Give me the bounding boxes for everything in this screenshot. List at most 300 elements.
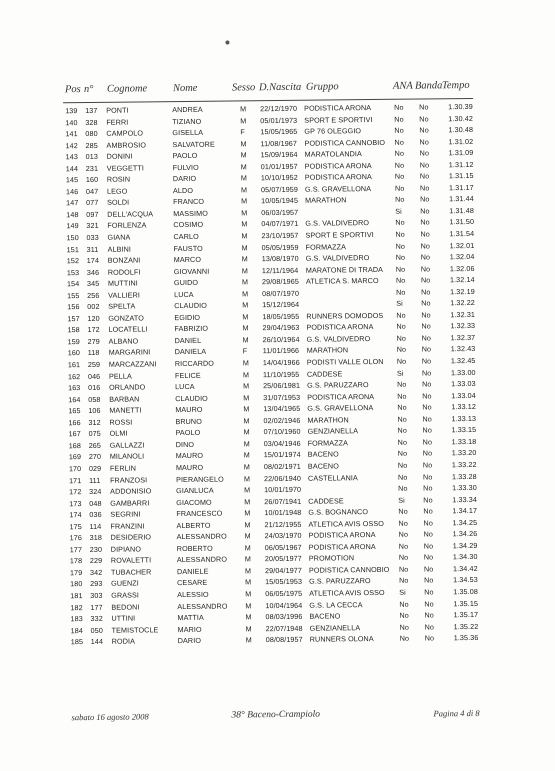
- cell-gruppo: PODISTICA ARONA: [304, 103, 372, 113]
- cell-ana: No: [395, 241, 406, 251]
- cell-pos: 162: [67, 371, 81, 381]
- cell-sesso: M: [243, 450, 250, 460]
- cell-pos: 163: [68, 383, 81, 393]
- cell-cognome: BONZANI: [107, 255, 141, 265]
- cell-nome: PAOLO: [172, 151, 198, 161]
- cell-sesso: M: [242, 358, 249, 368]
- cell-nascita: 22/12/1970: [260, 103, 298, 114]
- cell-banda: No: [421, 287, 431, 297]
- cell-sesso: M: [242, 289, 249, 299]
- cell-gruppo: SPORT E SPORTIVI: [305, 230, 374, 240]
- cell-sesso: M: [241, 265, 248, 276]
- cell-sesso: M: [243, 439, 250, 449]
- cell-n: 050: [90, 625, 103, 635]
- cell-cognome: CAMPOLO: [106, 128, 144, 138]
- cell-banda: No: [423, 518, 433, 528]
- cell-pos: 147: [66, 198, 79, 208]
- cell-nascita: 06/03/1957: [261, 207, 299, 218]
- footer-date: sabato 16 agosto 2008: [71, 711, 149, 723]
- cell-pos: 166: [68, 417, 81, 427]
- cell-nome: BRUNO: [175, 416, 202, 426]
- cell-pos: 182: [70, 602, 83, 612]
- footer-event: 38° Baceno-Crampiolo: [231, 709, 321, 721]
- cell-nascita: 11/10/1955: [262, 369, 300, 379]
- cell-cognome: FORLENZA: [107, 220, 147, 231]
- cell-pos: 184: [70, 625, 83, 635]
- cell-tempo: 1.31.54: [449, 228, 475, 239]
- cell-tempo: 1.34.25: [452, 517, 478, 527]
- cell-nome: GISELLA: [172, 127, 204, 138]
- cell-tempo: 1.32.31: [450, 309, 476, 320]
- cell-nascita: 31/07/1953: [263, 392, 301, 402]
- cell-pos: 161: [67, 360, 81, 370]
- cell-pos: 143: [65, 152, 78, 162]
- cell-cognome: PONTI: [106, 105, 129, 115]
- cell-ana: No: [394, 171, 405, 182]
- cell-nome: MARIO: [177, 624, 202, 634]
- cell-nome: DARIO: [177, 635, 202, 646]
- cell-gruppo: GENZIANELLA: [309, 622, 361, 633]
- cell-cognome: LEGO: [106, 186, 128, 196]
- cell-sesso: M: [244, 566, 252, 576]
- cell-nascita: 23/10/1957: [261, 230, 299, 241]
- cell-ana: No: [396, 322, 406, 332]
- cell-gruppo: ATLETICA AVIS OSSO: [309, 587, 385, 598]
- cell-sesso: M: [240, 185, 248, 195]
- cell-sesso: M: [242, 323, 249, 333]
- cell-n: 047: [85, 186, 99, 196]
- cell-nome: ALESSANDRO: [176, 554, 228, 565]
- cell-n: 016: [88, 383, 101, 393]
- cell-nome: DANIEL: [174, 335, 202, 346]
- cell-gruppo: BACENO: [309, 611, 341, 621]
- header-cognome: Cognome: [106, 83, 148, 95]
- cell-ana: No: [395, 264, 406, 274]
- cell-n: 118: [87, 348, 100, 358]
- cell-pos: 148: [66, 210, 79, 220]
- cell-pos: 179: [69, 567, 83, 578]
- cell-tempo: 1.35.15: [453, 598, 479, 608]
- cell-banda: No: [421, 298, 431, 308]
- cell-banda: No: [422, 460, 433, 470]
- cell-gruppo: G.S. PARUZZARO: [307, 380, 369, 390]
- cell-pos: 146: [65, 186, 79, 197]
- cell-banda: No: [423, 564, 434, 574]
- cell-ana: No: [397, 460, 408, 470]
- cell-pos: 173: [69, 498, 82, 508]
- cell-banda: No: [423, 541, 434, 551]
- cell-tempo: 1.33.04: [451, 390, 476, 400]
- cell-nascita: 10/01/1948: [264, 507, 302, 518]
- cell-pos: 167: [68, 429, 81, 439]
- cell-n: 013: [85, 152, 98, 162]
- cell-gruppo: PODISTICA ARONA: [308, 541, 376, 552]
- cell-nascita: 06/05/1975: [265, 588, 303, 599]
- cell-pos: 170: [68, 464, 82, 474]
- cell-sesso: M: [240, 173, 248, 183]
- cell-ana: No: [394, 160, 405, 170]
- cell-ana: No: [394, 114, 404, 124]
- cell-nascita: 24/03/1970: [264, 531, 302, 541]
- cell-cognome: RODOLFI: [107, 267, 141, 277]
- cell-tempo: 1.33.34: [452, 494, 477, 504]
- cell-tempo: 1.32.06: [449, 263, 475, 273]
- cell-banda: No: [419, 183, 430, 193]
- cell-gruppo: G.S. VALDIVEDRO: [306, 333, 371, 344]
- cell-nome: LUCA: [174, 289, 194, 299]
- cell-sesso: M: [245, 600, 252, 610]
- cell-pos: 180: [70, 579, 83, 589]
- cell-tempo: 1.35.36: [453, 633, 479, 643]
- cell-tempo: 1.32.01: [449, 240, 475, 250]
- cell-sesso: M: [241, 208, 248, 218]
- cell-n: 172: [87, 325, 100, 335]
- cell-banda: No: [420, 275, 431, 285]
- cell-tempo: 1.34.30: [452, 552, 478, 562]
- cell-nascita: 21/12/1955: [264, 519, 302, 529]
- cell-sesso: M: [240, 104, 247, 114]
- cell-pos: 171: [68, 475, 82, 485]
- cell-gruppo: CASTELLANIA: [307, 472, 358, 483]
- cell-n: 111: [88, 475, 101, 485]
- cell-nome: FELICE: [174, 370, 201, 380]
- cell-pos: 158: [67, 325, 80, 335]
- cell-pos: 168: [68, 440, 82, 451]
- cell-nascita: 01/01/1957: [260, 161, 298, 171]
- cell-nome: MAURO: [175, 405, 203, 415]
- cell-n: 265: [88, 440, 102, 450]
- cell-banda: No: [422, 425, 432, 435]
- cell-nome: ALDO: [172, 185, 194, 195]
- cell-cognome: BARBAN: [109, 394, 140, 404]
- cell-cognome: SPELTA: [108, 301, 136, 312]
- cell-sesso: M: [245, 635, 252, 645]
- cell-tempo: 1.33.15: [451, 425, 477, 435]
- cell-n: 303: [90, 590, 103, 600]
- cell-nome: TIZIANO: [172, 116, 202, 126]
- cell-n: 259: [87, 359, 101, 370]
- cell-ana: No: [399, 610, 409, 620]
- cell-ana: No: [394, 183, 405, 193]
- cell-nascita: 05/07/1959: [260, 184, 299, 195]
- cell-nascita: 12/11/1964: [261, 265, 299, 275]
- cell-ana: No: [397, 437, 408, 447]
- cell-nome: ALBERTO: [176, 520, 211, 530]
- cell-banda: No: [422, 448, 433, 458]
- cell-n: 144: [90, 637, 104, 647]
- cell-cognome: BEDONI: [111, 601, 140, 612]
- cell-nascita: 22/07/1948: [265, 623, 303, 633]
- cell-n: 342: [89, 567, 103, 577]
- cell-n: 332: [90, 613, 103, 624]
- cell-cognome: ADDONISIO: [110, 486, 152, 496]
- cell-pos: 181: [70, 591, 83, 601]
- cell-ana: No: [395, 275, 406, 285]
- cell-banda: No: [420, 217, 430, 227]
- cell-ana: Si: [396, 299, 403, 309]
- cell-n: 033: [86, 232, 99, 243]
- cell-banda: No: [419, 148, 430, 158]
- cell-pos: 175: [69, 521, 82, 531]
- cell-n: 097: [86, 209, 99, 219]
- cell-cognome: GAMBARRI: [110, 497, 150, 508]
- cell-banda: No: [419, 137, 429, 147]
- cell-banda: No: [422, 402, 432, 412]
- cell-pos: 152: [66, 256, 80, 266]
- cell-pos: 169: [68, 452, 82, 462]
- cell-tempo: 1.35.08: [453, 586, 478, 597]
- cell-tempo: 1.33.12: [451, 402, 477, 412]
- cell-gruppo: PODISTICA ARONA: [304, 160, 372, 171]
- cell-banda: No: [421, 344, 432, 354]
- cell-banda: No: [420, 264, 431, 274]
- cell-nome: FRANCESCO: [176, 508, 223, 519]
- cell-n: 002: [87, 302, 100, 312]
- cell-n: 256: [87, 290, 100, 300]
- cell-sesso: M: [240, 138, 247, 149]
- cell-tempo: 1.32.19: [450, 286, 475, 296]
- cell-sesso: M: [241, 277, 249, 287]
- cell-nome: CLAUDIO: [174, 301, 207, 311]
- cell-ana: No: [394, 102, 404, 112]
- cell-cognome: ALBANO: [108, 336, 139, 346]
- cell-nascita: 10/04/1964: [265, 600, 303, 610]
- cell-nascita: 10/10/1952: [260, 173, 298, 183]
- cell-cognome: VEGGETTI: [106, 163, 144, 173]
- cell-nome: CESARE: [177, 578, 208, 588]
- cell-cognome: GUENZI: [111, 578, 139, 589]
- cell-tempo: 1.31.17: [448, 182, 474, 193]
- cell-n: 177: [90, 602, 103, 612]
- cell-nascita: 15/05/1953: [265, 577, 303, 587]
- cell-gruppo: G.S. LA CECCA: [309, 599, 363, 610]
- cell-ana: No: [395, 195, 405, 205]
- cell-sesso: M: [244, 485, 251, 495]
- cell-n: 311: [86, 244, 99, 254]
- cell-ana: No: [394, 148, 405, 158]
- cell-nome: GIACOMO: [176, 497, 212, 507]
- cell-nome: FRANCO: [173, 197, 205, 207]
- cell-n: 345: [86, 279, 100, 289]
- cell-gruppo: MARATOLANDIA: [304, 149, 362, 159]
- cell-tempo: 1.32.22: [450, 298, 475, 308]
- cell-sesso: M: [243, 473, 251, 483]
- cell-nome: ROBERTO: [176, 543, 213, 553]
- cell-sesso: M: [244, 543, 251, 553]
- cell-nascita: 26/07/1941: [264, 496, 302, 506]
- cell-nascita: 03/04/1946: [263, 438, 301, 449]
- cell-nascita: 11/01/1966: [262, 346, 300, 356]
- cell-nome: GIOVANNI: [173, 266, 210, 276]
- cell-tempo: 1.31.09: [448, 148, 474, 158]
- cell-gruppo: PODISTICA ARONA: [308, 530, 376, 540]
- cell-n: 174: [86, 255, 100, 266]
- cell-banda: No: [422, 471, 433, 482]
- cell-ana: Si: [396, 368, 404, 378]
- cell-cognome: GONZATO: [108, 313, 144, 323]
- cell-cognome: ROSIN: [106, 174, 131, 185]
- cell-nascita: 22/06/1940: [263, 473, 302, 483]
- cell-nome: GIANLUCA: [176, 485, 214, 496]
- cell-gruppo: MARATHON: [306, 345, 349, 356]
- cell-banda: No: [423, 495, 433, 505]
- cell-pos: 172: [69, 487, 82, 497]
- cell-tempo: 1.33.13: [451, 413, 477, 423]
- cell-n: 230: [89, 544, 103, 554]
- cell-ana: No: [394, 125, 404, 135]
- cell-n: 114: [89, 521, 102, 531]
- cell-sesso: M: [243, 392, 250, 403]
- cell-gruppo: PROMOTION: [308, 553, 355, 564]
- cell-sesso: M: [240, 150, 247, 160]
- cell-pos: 142: [65, 140, 78, 150]
- cell-gruppo: RUNNERS OLONA: [309, 634, 374, 644]
- cell-cognome: MANETTI: [109, 405, 142, 416]
- cell-sesso: M: [244, 520, 251, 530]
- cell-gruppo: FORMAZZA: [307, 438, 349, 448]
- cell-banda: No: [423, 552, 434, 562]
- cell-nascita: 08/03/1996: [265, 611, 303, 622]
- cell-n: 318: [89, 533, 102, 543]
- cell-tempo: 1.34.17: [452, 506, 478, 516]
- cell-ana: No: [398, 564, 409, 574]
- cell-nascita: 25/06/1981: [263, 380, 301, 391]
- cell-pos: 176: [69, 533, 82, 543]
- cell-cognome: ROVALETTI: [110, 555, 152, 566]
- cell-gruppo: G.S. BOGNANCO: [308, 507, 369, 517]
- cell-nascita: 05/01/1973: [260, 115, 298, 125]
- cell-tempo: 1.32.14: [449, 275, 475, 285]
- cell-nascita: 04/07/1971: [261, 219, 299, 229]
- cell-nascita: 15/01/1974: [263, 450, 301, 460]
- cell-cognome: MUTTINI: [107, 278, 138, 288]
- cell-nome: MASSIMO: [173, 208, 208, 219]
- cell-nascita: 29/08/1965: [261, 276, 300, 287]
- cell-gruppo: G.S. GRAVELLONA: [307, 403, 374, 413]
- header-nascita: D.Nascita: [258, 81, 302, 94]
- cell-sesso: M: [244, 496, 251, 506]
- cell-nascita: 18/05/1955: [262, 311, 300, 322]
- cell-pos: 150: [66, 233, 79, 243]
- cell-gruppo: SPORT E SPORTIVI: [304, 114, 373, 125]
- cell-banda: No: [421, 310, 431, 320]
- cell-tempo: 1.34.42: [452, 563, 478, 574]
- cell-gruppo: G.S. PARUZZARO: [309, 576, 371, 587]
- cell-tempo: 1.31.02: [448, 136, 474, 146]
- cell-sesso: M: [241, 196, 248, 206]
- cell-cognome: AMBROSIO: [106, 140, 147, 150]
- cell-banda: No: [423, 483, 433, 493]
- cell-gruppo: PODISTICA ARONA: [306, 322, 374, 333]
- cell-cognome: LOCATELLI: [108, 324, 148, 335]
- cell-nascita: 29/04/1963: [262, 323, 300, 333]
- cell-banda: No: [424, 633, 435, 643]
- cell-n: 075: [88, 429, 101, 439]
- cell-nome: FAUSTO: [173, 243, 203, 253]
- cell-pos: 141: [65, 129, 78, 139]
- cell-nome: DINO: [175, 439, 195, 449]
- cell-sesso: M: [241, 219, 248, 229]
- cell-ana: No: [397, 379, 407, 389]
- cell-ana: No: [397, 449, 408, 459]
- cell-gruppo: PODISTICA CANNOBIO: [304, 137, 386, 148]
- cell-nome: COSIMO: [173, 220, 204, 230]
- cell-nascita: 10/05/1945: [261, 196, 299, 206]
- cell-pos: 183: [70, 614, 83, 624]
- cell-sesso: M: [243, 381, 250, 391]
- cell-nascita: 20/05/1977: [264, 554, 302, 564]
- cell-nome: EGIDIO: [174, 312, 201, 322]
- cell-tempo: 1.34.53: [453, 575, 478, 585]
- cell-n: 231: [85, 163, 99, 173]
- cell-n: 285: [85, 140, 98, 150]
- results-table: [0, 100, 555, 648]
- cell-banda: No: [424, 575, 434, 585]
- cell-gruppo: BACENO: [307, 449, 339, 460]
- cell-gruppo: PODISTICA CANNOBIO: [308, 564, 390, 575]
- header-sesso: Sesso: [231, 82, 256, 94]
- cell-n: 106: [88, 406, 101, 416]
- cell-pos: 151: [66, 244, 79, 254]
- cell-pos: 164: [68, 394, 81, 404]
- cell-ana: No: [397, 425, 407, 436]
- cell-banda: No: [421, 321, 431, 331]
- cell-n: 324: [89, 486, 102, 497]
- cell-nascita: 13/04/1965: [263, 404, 301, 414]
- cell-tempo: 1.33.22: [451, 459, 477, 470]
- cell-ana: No: [396, 310, 406, 320]
- cell-cognome: ORLANDO: [109, 382, 146, 392]
- cell-sesso: M: [243, 416, 250, 426]
- cell-cognome: MILANOLI: [109, 451, 145, 462]
- header-pos: Pos: [64, 84, 81, 96]
- cell-ana: Si: [398, 495, 405, 505]
- cell-tempo: 1.31.15: [448, 171, 474, 181]
- cell-gruppo: CADDESE: [308, 495, 344, 506]
- cell-cognome: FERLIN: [109, 463, 137, 473]
- cell-gruppo: RUNNERS DOMODOS: [306, 310, 384, 321]
- cell-gruppo: CADDESE: [306, 368, 343, 379]
- cell-sesso: M: [245, 577, 252, 587]
- cell-sesso: M: [245, 623, 252, 633]
- cell-ana: No: [397, 391, 407, 401]
- cell-gruppo: ATLETICA S. MARCO: [305, 276, 379, 286]
- cell-cognome: FRANZOSI: [109, 474, 148, 485]
- cell-ana: No: [399, 599, 409, 609]
- cell-banda: No: [419, 102, 429, 112]
- cell-sesso: M: [242, 369, 250, 379]
- cell-pos: 156: [67, 302, 80, 312]
- cell-sesso: M: [243, 404, 250, 414]
- cell-banda: No: [424, 587, 434, 597]
- cell-sesso: M: [245, 612, 252, 622]
- cell-nome: PAOLO: [175, 428, 201, 438]
- cell-ana: No: [394, 137, 404, 147]
- cell-n: 046: [87, 371, 101, 381]
- cell-cognome: GRASSI: [111, 590, 140, 600]
- cell-banda: No: [420, 240, 431, 251]
- cell-sesso: F: [242, 346, 248, 356]
- cell-nome: MAURO: [175, 462, 204, 473]
- cell-banda: No: [424, 610, 434, 620]
- cell-gruppo: G.S. VALDIVEDRO: [305, 253, 370, 263]
- cell-gruppo: BACENO: [307, 461, 339, 471]
- cell-tempo: 1.34.26: [452, 529, 478, 539]
- cell-banda: No: [420, 229, 430, 239]
- cell-cognome: MARCAZZANI: [108, 359, 157, 369]
- cell-nascita: 14/04/1966: [262, 357, 300, 368]
- cell-cognome: SEGRINI: [110, 509, 141, 519]
